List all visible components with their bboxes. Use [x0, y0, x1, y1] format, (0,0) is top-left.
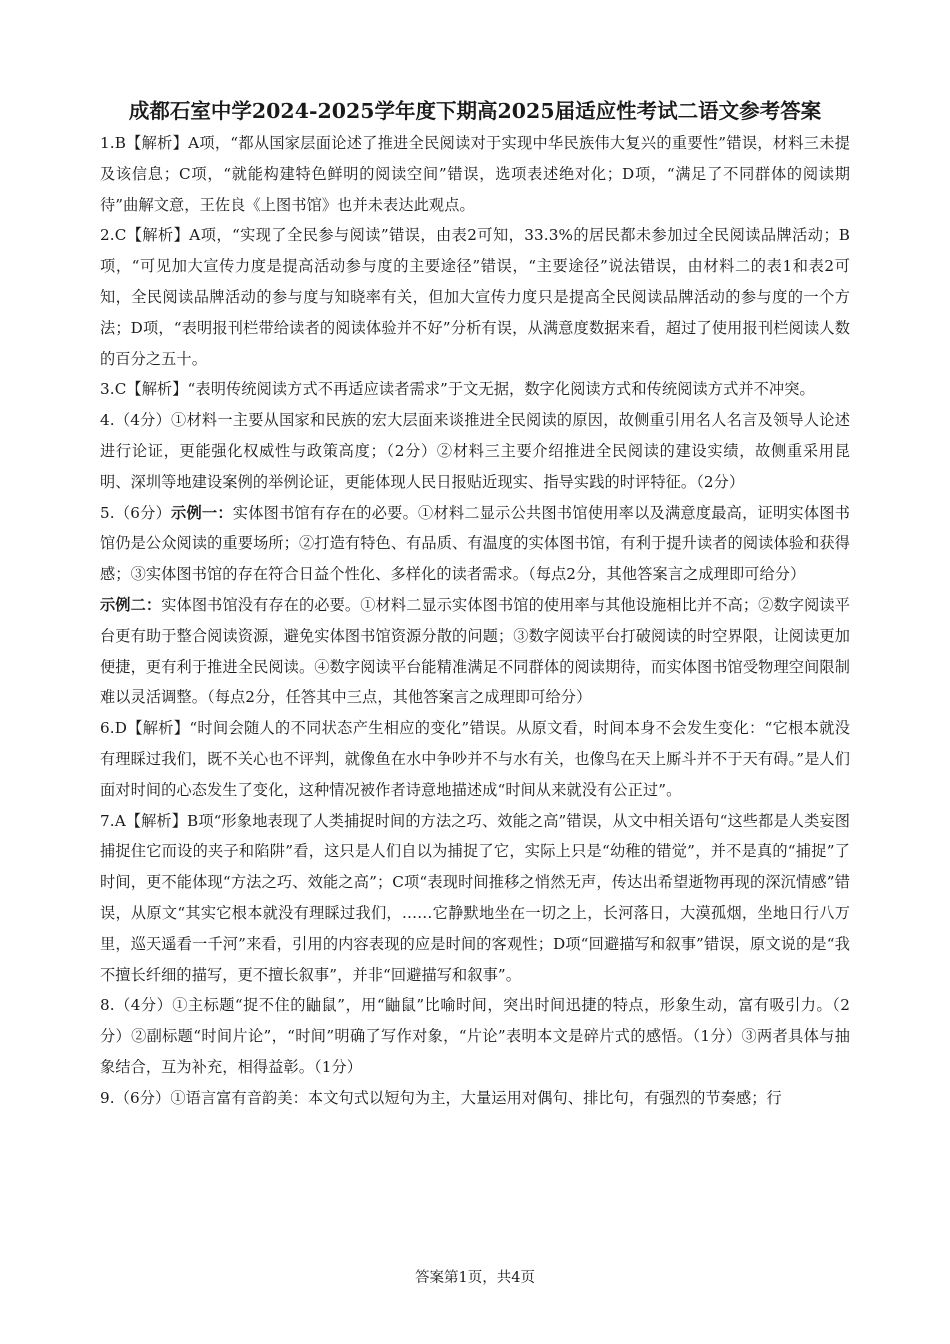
example-2-label: 示例二：: [100, 595, 162, 614]
answer-5-example-2: [100, 590, 850, 713]
example-1-text: 实体图书馆有存在的必要。①材料二显示公共图书馆使用率以及满意度最高，证明实体图书馆仍是公众阅读的重要场所；②打造有特色、有品质、有温度的实体图书馆，有利于提升读者的阅读体验和获得感；③实体图书馆的存在符合日益个性化、多样化的读者需求。（每点2分，其他答案言之成理即可给分）: [100, 503, 850, 584]
answer-5-example-1: [100, 498, 850, 590]
example-2-text: 实体图书馆没有存在的必要。①材料二显示实体图书馆的使用率与其他设施相比并不高；②数字阅读平台更有助于整合阅读资源，避免实体图书馆资源分散的问题；③数字阅读平台打破阅读的时空界限，让阅读更加便捷，更有利于推进全民阅读。④数字阅读平台能精准满足不同群体的阅读期待，而实体图书馆受物理空间限制难以灵活调整。（每点2分，任答其中三点，其他答案言之成理即可给分）: [100, 595, 851, 707]
answer-5-number: 5.（6分）: [100, 503, 172, 522]
answer-8: 8.（4分）①主标题“捉不住的鼬鼠”，用“鼬鼠”比喻时间，突出时间迅捷的特点，形象生动，富有吸引力。（2分）②副标题“时间片论”，“时间”明确了写作对象，“片论”表明本文是碎片式的感悟。（1分）③两者具体与抽象结合，互为补充，相得益彰。（1分）: [100, 996, 850, 1076]
answer-7: 7.A【解析】B项“形象地表现了人类捕捉时间的方法之巧、效能之高”错误，从文中相关语句“这些都是人类妄图捕捉住它而设的夹子和陷阱”看，这只是人们自以为捕捉了它，实际上只是“幼稚的错觉”，并不是真的“捕捉”了时间，更不能体现“方法之巧、效能之高”；C项“表现时间推移之悄然无声，传达出希望逝物再现的深沉情感”错误，从原文“其实它根本就没有理睬过我们，……它静默地坐在一切之上，长河落日，大漠孤烟，坐地日行八万里，巡天遥看一千河”来看，引用的内容表现的应是时间的客观性；D项“回避描写和叙事”错误，原文说的是“我不擅长纤细的描写，更不擅长叙事”，并非“回避描写和叙事”。: [100, 811, 850, 984]
answer-4: 4.（4分）①材料一主要从国家和民族的宏大层面来谈推进全民阅读的原因，故侧重引用名人名言及领导人论述进行论证，更能强化权威性与政策高度；（2分）②材料三主要介绍推进全民阅读的建设实绩，故侧重采用昆明、深圳等地建设案例的举例论证，更能体现人民日报贴近现实、指导实践的时评特征。（2分）: [100, 411, 850, 491]
example-1-label: 示例一：: [171, 503, 233, 522]
document-title: 成都石室中学2024-2025学年度下期高2025届适应性考试二语文参考答案: [128, 99, 822, 123]
answer-2: 2.C【解析】A项，“实现了全民参与阅读”错误，由表2可知，33.3%的居民都未参加过全民阅读品牌活动；B项，“可见加大宣传力度是提高活动参与度的主要途径”错误，“主要途径”说法错误，由材料二的表1和表2可知，全民阅读品牌活动的参与度与知晓率有关，但加大宣传力度只是提高全民阅读品牌活动的参与度的一个方法；D项，“表明报刊栏带给读者的阅读体验并不好”分析有误，从满意度数据来看，超过了使用报刊栏阅读人数的百分之五十。: [100, 226, 850, 368]
page-footer: 答案第1页，共4页: [415, 1270, 535, 1286]
answer-6: 6.D【解析】“时间会随人的不同状态产生相应的变化”错误。从原文看，时间本身不会发生变化：“它根本就没有理睬过我们，既不关心也不评判，就像鱼在水中争吵并不与水有关，也像鸟在天上厮斗并不于天有碍。”是人们面对时间的心态发生了变化，这种情况被作者诗意地描述成“时间从来就没有公正过”。: [100, 719, 850, 799]
answer-3: 3.C【解析】“表明传统阅读方式不再适应读者需求”于文无据，数字化阅读方式和传统阅读方式并不冲突。: [100, 380, 815, 399]
answer-1: 1.B【解析】A项，“都从国家层面论述了推进全民阅读对于实现中华民族伟大复兴的重要性”错误，材料三未提及该信息；C项，“就能构建特色鲜明的阅读空间”错误，选项表述绝对化；D项，“满足了不同群体的阅读期待”曲解文意，王佐良《上图书馆》也并未表达此观点。: [100, 134, 850, 214]
answer-9: 9.（6分）①语言富有音韵美：本文句式以短句为主，大量运用对偶句、排比句，有强烈的节奏感；行: [100, 1088, 782, 1107]
